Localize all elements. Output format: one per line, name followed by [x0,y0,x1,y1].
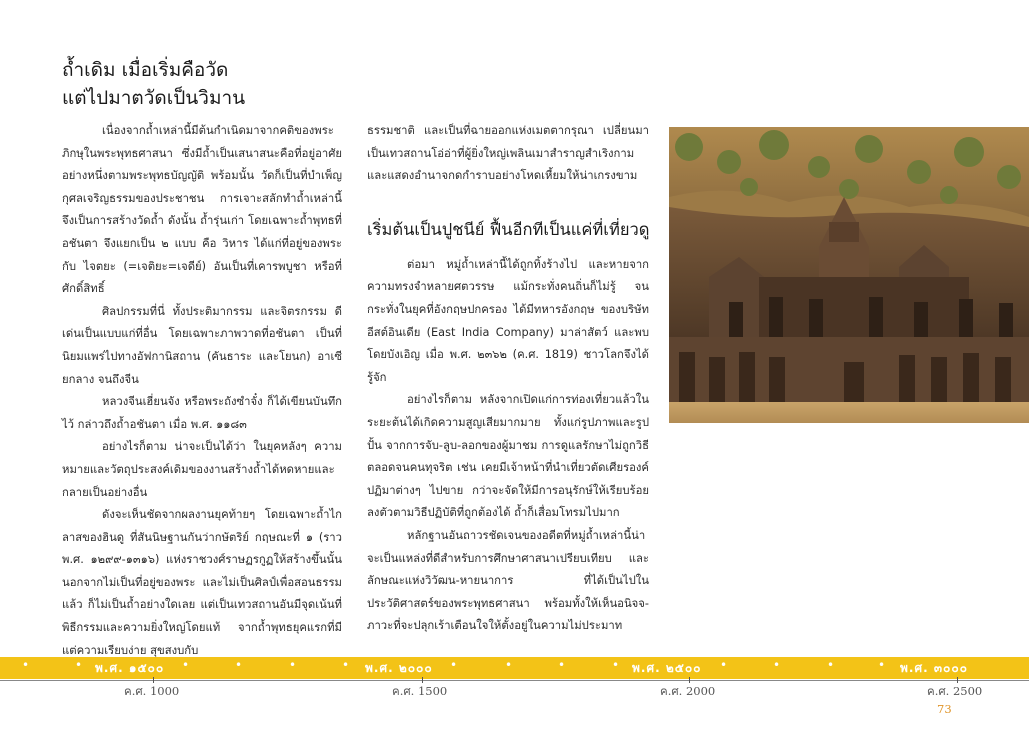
paragraph: หลวงจีนเฮี่ยนจัง หรือพระถังซำจั๋ง ก็ได้เขียนบันทึกไว้ กล่าวถึงถ้ำอชันตา เมื่อ พ.ศ. ๑๑๘๓ [62,395,342,431]
timeline-be-label: พ.ศ. ๑๕๐๐ [95,661,165,675]
timeline-be-label: พ.ศ. ๓๐๐๐ [900,661,968,675]
text-column-left [62,120,342,662]
timeline-axis-line [0,680,1029,681]
paragraph: หลักฐานอันถาวรชัดเจนของอดีตที่หมู่ถ้ำเหล่านี้น่าจะเป็นแหล่งที่ดีสำหรับการศึกษาศาสนาเปรียบเทียบ และลักษณะแห่งวิวัฒน-หายนาการ ที่ได้เป็นไปในประวัติศาสตร์ของพระพุทธศาสนา พร้อมทั้งให้เห็นอนิจจ-ภาวะที่จะปลุกเร้าเตือนใจให้ตั้งอยู่ในความไม่ประมาท [367,528,649,633]
paragraph: ดังจะเห็นชัดจากผลงานยุคท้ายๆ โดยเฉพาะถ้ำไกลาสของฮินดู ที่สันนิษฐานกันว่ากษัตริย์ กฤษณะที่ ๑ (ราว พ.ศ. ๑๒๙๙-๑๓๑๖) แห่งราชวงศ์ราษฏรกูฏให้สร้างขึ้นนั้น นอกจากไม่เป็นที่อยู่ของพระ และไม่เป็นศิลป์เพื่อสอนธรรมแล้ว ก็ไม่เป็นถ้ำอย่างใดเลย แต่เป็นเทวสถานอันมีจุดเน้นที่พิธีกรรมและความยิ่งใหญ่โดยแท้ จากถ้ำพุทธยุคแรกที่มีแต่ความเรียบง่าย สุขสงบกับ [62,508,342,657]
paragraph: อย่างไรก็ตาม หลังจากเปิดแก่การท่องเที่ยวแล้วในระยะต้นได้เกิดความสูญเสียมากมาย ทั้งแก่รูปภาพและรูปปั้น จากการจับ-ลูบ-ลอกของผู้มาชม การดูแลรักษาไม่ถูกวิธี ตลอดจนคนทุจริต เช่น เคยมีเจ้าหน้าที่นำเที่ยวตัดเศียรองค์ปฏิมาต่างๆ ไปขาย กว่าจะจัดให้มีการอนุรักษ์ให้เรียบร้อยลงตัวตามวิธีปฏิบัติที่ถูกต้องได้ ถ้ำก็เสื่อมโทรมไปมาก [367,393,649,520]
timeline-dot: • [75,658,83,672]
timeline-dot: • [235,658,243,672]
kailasa-temple-photo [669,127,1029,423]
heading-line-1: ถ้ำเดิม เมื่อเริ่มคือวัด [62,59,229,81]
timeline-dot: • [827,658,835,672]
timeline-ce-label: ค.ศ. 1000 [124,684,180,698]
timeline-dot: • [342,658,350,672]
page-heading [62,56,245,112]
timeline-dot: • [878,658,886,672]
text-column-middle [367,120,649,638]
timeline-ce-label: ค.ศ. 1500 [392,684,448,698]
page-number: 73 [937,702,952,716]
paragraph: ต่อมา หมู่ถ้ำเหล่านี้ได้ถูกทิ้งร้างไป และหายจากความทรงจำหลายศตวรรษ แม้กระทั่งคนถิ่นก็ไม่รู้ จนกระทั่งในยุคที่อังกฤษปกครอง ได้มีทหารอังกฤษ ของบริษัท อีสต์อินเดีย (East India Company) มาล่าสัตว์ และพบโดยบังเอิญ เมื่อ พ.ศ. ๒๓๖๒ (ค.ศ. 1819) ชาวโลกจึงได้รู้จัก [367,257,649,384]
timeline-ce-label: ค.ศ. 2500 [927,684,983,698]
timeline-dot: • [558,658,566,672]
timeline-be-label: พ.ศ. ๒๕๐๐ [632,661,702,675]
paragraph-continued: ธรรมชาติ และเป็นที่ฉายออกแห่งเมตตากรุณา เปลี่ยนมาเป็นเทวสถานโอ่อ่าที่ผู้ยิ่งใหญ่เพลินเมาสำราญสำเริงกาม และแสดงอำนาจกดกำราบอย่างโหดเหี้ยมให้น่าเกรงขาม [367,124,649,183]
timeline-dot: • [182,658,190,672]
section-subheading: เริ่มต้นเป็นปูชนีย์ ฟื้นอีกทีเป็นแค่ที่เที่ยวดู [367,219,650,239]
timeline-band [0,657,1029,679]
timeline-dot: • [450,658,458,672]
timeline-dot: • [720,658,728,672]
timeline-ce-label: ค.ศ. 2000 [660,684,716,698]
paragraph: ศิลปกรรมที่นี่ ทั้งประติมากรรม และจิตรกรรม ดีเด่นเป็นแบบแก่ที่อื่น โดยเฉพาะภาพวาดที่อชันตา เป็นที่นิยมแพร่ไปทางอัฟกานิสถาน (คันธาระ และโยนก) อาเซียกลาง จนถึงจีน [62,304,342,386]
timeline-dot: • [505,658,513,672]
paragraph: อย่างไรก็ตาม น่าจะเป็นได้ว่า ในยุคหลังๆ ความหมายและวัตถุประสงค์เดิมของงานสร้างถ้ำได้หดหายและกลายเป็นอย่างอื่น [62,440,342,499]
paragraph: เนื่องจากถ้ำเหล่านี้มีต้นกำเนิดมาจากคติของพระภิกษุในพระพุทธศาสนา ซึ่งมีถ้ำเป็นเสนาสนะคือที่อยู่อาศัยอย่างหนึ่งตามพระพุทธบัญญัติ พร้อมนั้น วัดก็เป็นที่บำเพ็ญกุศลเจริญธรรมของประชาชน การเจาะสลักทำถ้ำเหล่านี้จึงเป็นการสร้างวัดถ้ำ ดังนั้น ถ้ำรุ่นเก่า โดยเฉพาะถ้ำพุทธที่ อชันตา จึงแยกเป็น ๒ แบบ คือ วิหาร ได้แก่ที่อยู่ของพระ กับ ไจตยะ (=เจติยะ=เจดีย์) อันเป็นที่เคารพบูชา หรือที่ศักดิ์สิทธิ์ [62,124,342,296]
heading-line-2: แต่ไปมาตวัดเป็นวิมาน [62,87,246,109]
timeline-dot: • [22,658,30,672]
timeline-dot: • [773,658,781,672]
timeline-be-label: พ.ศ. ๒๐๐๐ [365,661,433,675]
timeline-dot: • [289,658,297,672]
timeline-dot: • [612,658,620,672]
